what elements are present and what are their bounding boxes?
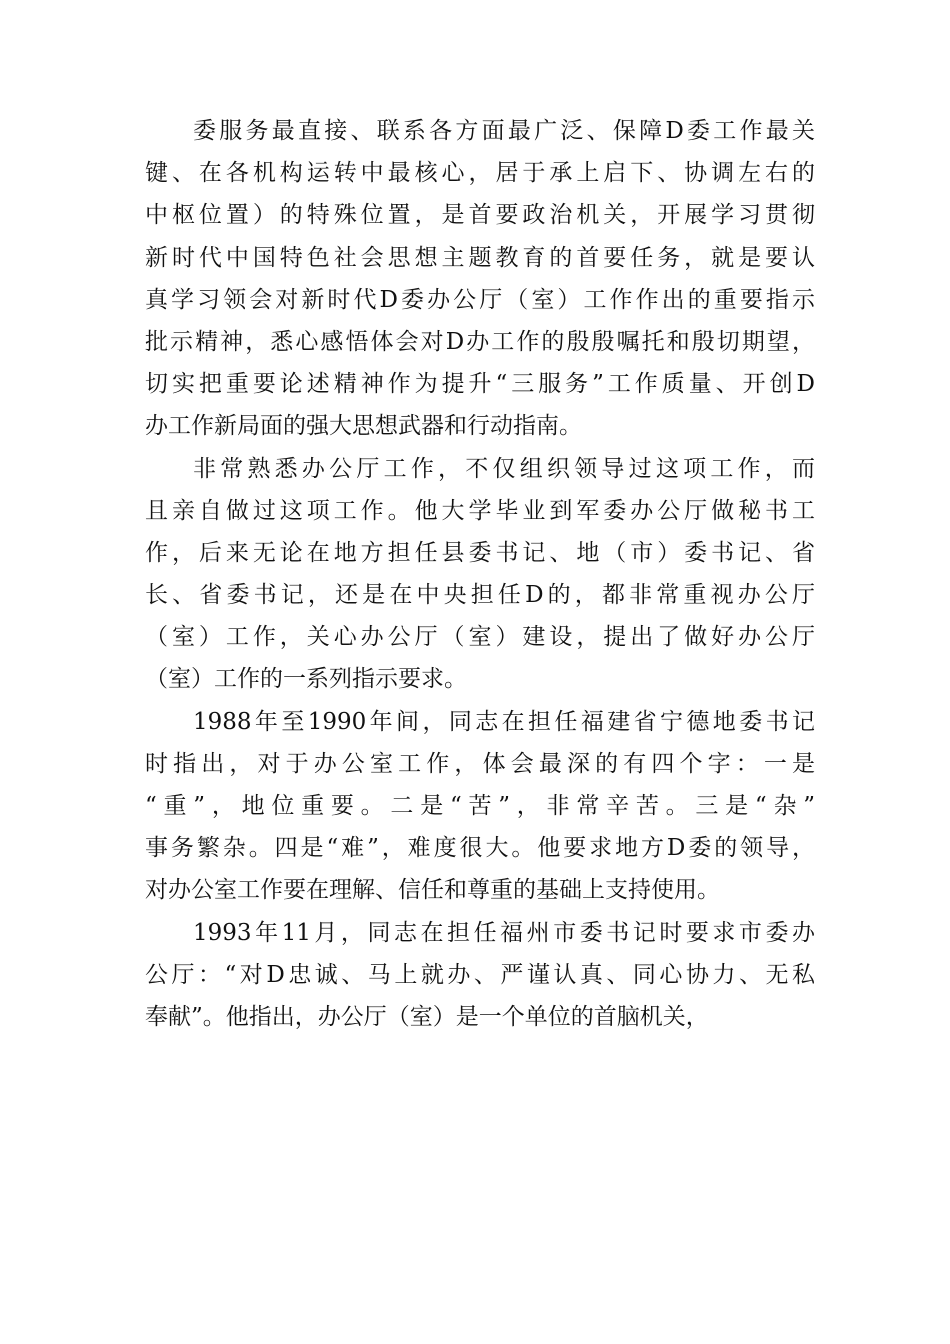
text-line: 新时代中国特色社会思想主题教育的首要任务，就是要认 (145, 244, 815, 271)
text-line: 非常熟悉办公厅工作，不仅组织领导过这项工作，而 (193, 455, 815, 482)
document-body-text (145, 110, 815, 1038)
text-line: 委服务最直接、联系各方面最广泛、保障D委工作最关 (193, 118, 815, 144)
text-line: 1993年11月，同志在担任福州市委书记时要求市委办 (193, 919, 815, 946)
text-line: 对办公室工作要在理解、信任和尊重的基础上支持使用。 (145, 877, 720, 904)
text-line: （室）工作的一系列指示要求。 (145, 666, 467, 693)
text-line: 且亲自做过这项工作。他大学毕业到军委办公厅做秘书工 (145, 497, 815, 524)
text-line: 事务繁杂。四是“难”，难度很大。他要求地方D委的领导， (145, 835, 815, 862)
text-line: 键、在各机构运转中最核心，居于承上启下、协调左右的 (145, 160, 815, 187)
text-line: 奉献”。他指出，办公厅（室）是一个单位的首脑机关， (145, 1003, 709, 1030)
text-line: 办工作新局面的强大思想武器和行动指南。 (145, 413, 582, 440)
text-line: “重”，地位重要。二是“苦”，非常辛苦。三是“杂” (145, 793, 815, 819)
text-line: 真学习领会对新时代D委办公厅（室）工作作出的重要指示 (145, 286, 815, 313)
text-line: 作，后来无论在地方担任县委书记、地（市）委书记、省 (145, 539, 815, 566)
text-line: 中枢位置）的特殊位置，是首要政治机关，开展学习贯彻 (145, 202, 815, 229)
text-line: 公厅：“对D忠诚、马上就办、严谨认真、同心协力、无私 (145, 961, 815, 988)
text-line: （室）工作，关心办公厅（室）建设，提出了做好办公厅 (145, 624, 815, 651)
text-line: 1988年至1990年间，同志在担任福建省宁德地委书记 (193, 708, 815, 735)
text-line: 批示精神，悉心感悟体会对D办工作的殷殷嘱托和殷切期望， (145, 328, 815, 355)
text-line: 长、省委书记，还是在中央担任D的，都非常重视办公厅 (145, 582, 815, 609)
text-line: 切实把重要论述精神作为提升“三服务”工作质量、开创D (145, 371, 815, 398)
text-line: 时指出，对于办公室工作，体会最深的有四个字：一是 (145, 750, 815, 777)
